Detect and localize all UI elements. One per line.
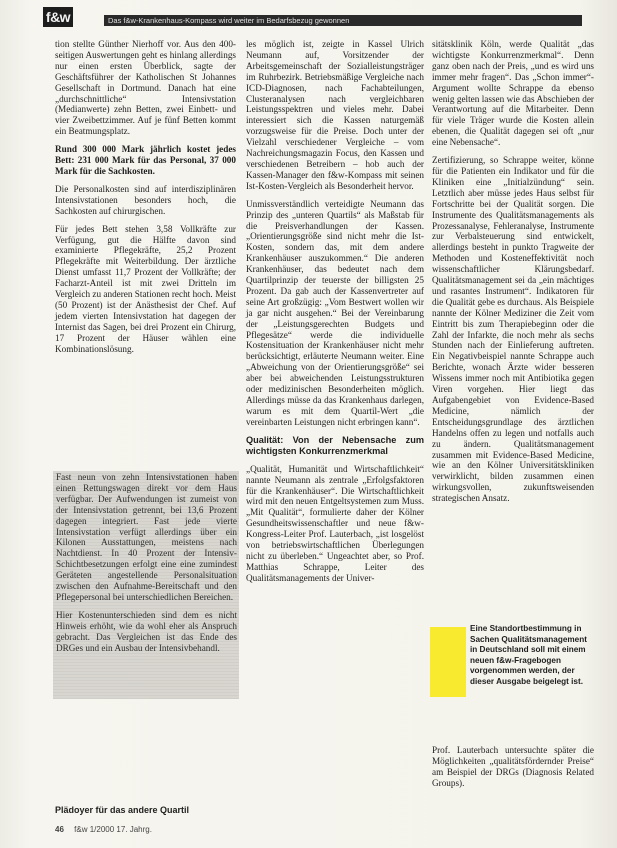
column-1-paragraph: tion stellte Günther Nierhoff vor. Aus den 400-seitigen Auswertungen geht es hinlang allerdings nur einen ersten Überblick, sagte der Geschäftsführer der Katholischen St Johannes Gesellschaft in Dortmund. Danach hat eine „durchschnittliche“ Intensivstation (Medianwerte) zehn Betten, zwei Einbett- und vier Zweibettzimmer. Auf je fünf Betten kommt ein Beatmungsplatz.	[55, 39, 236, 137]
page-number: 46	[55, 825, 64, 834]
column-3	[432, 39, 594, 511]
column-3-paragraph: sitätsklinik Köln, werde Qualität „das wichtigste Konkurrenzmerkmal“. Denn ganz oben nach der Preis, „und es wird uns immer mehr fragen“. Das „Schon immer“-Argument wollte Schrappe da ebenso wenig gelten lassen wie das Abschieben der Verantwortung auf die Mitarbeiter. Denn für viele Träger wurde die Kosten allein ebenen, die Qualität dagegen sei oft „nur eine Nebensache“.	[432, 39, 594, 148]
running-head: Das f&w-Krankenhaus-Kompass wird weiter im Bedarfsbezug gewonnen	[108, 16, 350, 25]
column-1-paragraph: Die Personalkosten sind auf interdisziplinären Intensivstationen besonders hoch, die Sachkosten auf chirurgischen.	[55, 183, 236, 216]
column-2-paragraph: Unmissverständlich verteidigte Neumann das Prinzip des „unteren Quartils“ als Maßstab für die Preisverhandlungen der Kassen. „Orientierungsgröße sind nicht mehr die Ist-Kosten, sondern das, mit dem andere Krankenhäuser auszukommen.“ Die anderen Krankenhäuser, das bedeutet nach dem Quartilprinzip der teuerste der billigsten 25 Prozent. Da gab auch der Kassenvertreter auf seine Art großzügig: „Vom Bestwert wollen wir ja gar nicht ausgehen.“ Bei der Vereinbarung der „Leistungsgerechten Budgets und Pflegesätze“ werde die individuelle Kostensituation der Krankenhäuser nicht mehr berücksichtigt, erläuterte Neumann weiter. Eine „Abweichung von der Orientierungsgröße“ sei aber bei abweichenden Leistungsstrukturen oder medizinischen Besonderheiten möglich. Allerdings müsse da das Krankenhaus darlegen, warum es mit dem Quartil-Wert „die vereinbarten Leistungen nicht erbringen kann“.	[246, 198, 424, 427]
shaded-paragraph: Hier Kostenunterschieden sind dem es nicht Hinweis erhöht, wie da wohl eher als Anspruch gebracht. Das Vergleichen ist das Ende des DRGes und ein Ausbau der Intensivbehandl.	[56, 609, 237, 653]
column-3-closing: Prof. Lauterbach untersuchte später die Möglichkeiten „qualitätsfördernder Preise“ am Beispiel der DRGs (Diagnosis Related Groups).	[432, 745, 594, 788]
column-1-bold-paragraph: Rund 300 000 Mark jährlich kostet jedes Bett: 231 000 Mark für das Personal, 37 000 Mark für die Sachkosten.	[55, 144, 236, 176]
column-2	[246, 39, 424, 591]
highlight-marker	[430, 627, 466, 697]
issue-info: f&w 1/2000 17. Jahrg.	[74, 825, 152, 834]
column-1-paragraph: Für jedes Bett stehen 3,58 Vollkräfte zur Verfügung, gut die Hälfte davon sind examinierte Pflegekräfte, 25,2 Prozent Pflegekräfte mit Weiterbildung. Der ärztliche Dienst umfasst 11,7 Prozent der Vollkräfte; der Facharzt-Anteil ist mit zwei Dritteln im Vergleich zu anderen Stationen recht hoch. Meist (50 Prozent) ist der Anästhesist der Chef. Auf jedem vierten Intensivstation hat dagegen der Internist das Sagen, bei drei Prozent ein Chirurg, 17 Prozent der Häuser wählen eine Kombinationslösung.	[55, 223, 236, 354]
magazine-logo: f&w	[43, 7, 73, 27]
subheading-quartil: Plädoyer für das andere Quartil	[55, 805, 190, 815]
column-1	[55, 39, 236, 361]
shaded-paragraph: Fast neun von zehn Intensivstationen haben einen Rettungswagen direkt vor dem Haus verfügbar. Der Aufwendungen ist zumeist von der Intensivstation getrennt, bei 13,6 Prozent dagegen integriert. Fast jede vierte Intensivstation verfügt allerdings über ein Kilonen Ausstattungen, meistens nach Nachtdienst. In 40 Prozent der Intensiv-Schichtbesetzungen erfolgt eine eine zumindest Geräteten angestellende Personalsituation zwischen den Aufnahme-Bereitschaft und den Pflegepersonal bei unterschiedlichen Bereichen.	[56, 472, 237, 602]
shaded-text	[56, 472, 237, 661]
page-footer	[55, 825, 152, 834]
info-box-text: Eine Standortbestimmung in Sachen Qualitätsmanagement in Deutschland soll mit einem neuen f&w-Fragebogen vorgenommen werden, der dieser Ausgabe beigelegt ist.	[470, 624, 587, 686]
column-2-paragraph: les möglich ist, zeigte in Kassel Ulrich Neumann auf, Vorsitzender der Arbeitsgemeinschaft der Sozialleistungsträger im Ruhrbezirk. Betriebsmäßige Vergleiche nach ICD-Diagnosen, nach Fachabteilungen, Clusteranalysen nach vergleichbaren Leistungsspektren und vieles mehr. Dabei interessiert sich die Kassen naturgemäß vorzugsweise für die Preise. Doch unter der Vielzahl verschiedener Vergleiche – vom Nachreichungsmagazin Focus, den Kassen und verschiedenen Betreibern – hob auch der Kassen-Manager den f&w-Kompass mit seinen Ist-Kosten-Vergleich als Besonderheit hervor.	[246, 39, 424, 191]
column-3-paragraph: Zertifizierung, so Schrappe weiter, könne für die Patienten ein Indikator und für die Kliniken eine „Initialzündung“ sein. Letztlich aber müsse jedes Haus selbst für Fortschritte bei der Qualität sorgen. Die Instrumente des Qualitätsmanagements als Prozessanalyse, Fehleranalyse, Instrumente zur Verbalsteuerung sind entwickelt, allerdings besteht in punkto Tragweite der Methoden und Kosteneffektivität noch wissenschaftlicher Klärungsbedarf. Qualitätsmanagement sei da „ein mächtiges und rasantes Instrument“. Indikatoren für die Qualität gebe es durchaus. Als Beispiele nannte der Kölner Mediziner die Zeit vom Eintritt bis zum Therapiebeginn oder die Zahl der Infarkte, die noch mehr als sechs Stunden nach der Einlieferung auftreten. Ein Negativbeispiel nannte Schrappe auch Berichte, wonach Ärzte wider besseren Wissens immer noch mit Antibiotika gegen Viren vorgehen. Hier liegt das Aufgabengebiet von Evidence-Based Medicine, nämlich der Entscheidungsgrundlage des ärztlichen Handelns offen zu legen und notfalls auch zu ändern. Qualitätsmanagement zusammen mit Evidence-Based Medicine, wie an den Kölner Universitätskliniken verwirklicht, bilden zusammen einen wirkungsvollen, zukunftsweisenden strategischen Ansatz.	[432, 155, 594, 504]
subheading-qualitaet: Qualität: Von der Nebensache zum wichtigsten Konkurrenzmerkmal	[246, 434, 424, 456]
column-2-paragraph: „Qualität, Humanität und Wirtschaftlichkeit“ nannte Neumann als zentrale „Erfolgsfaktoren für die Krankenhäuser“. Die Wirtschaftlichkeit wird mit den neuen Entgeltsystemen zum Muss. „Mit Qualität“, formulierte daher der Kölner Gesundheitswissenschaftler und neue f&w-Kongress-Leiter Prof. Lauterbach, „ist losgelöst von betriebswirtschaftlichen Überlegungen nicht zu überleben.“ Ungeachtet aber, so Prof. Matthias Schrappe, Leiter des Qualitätsmanagements der Univer-	[246, 463, 424, 583]
